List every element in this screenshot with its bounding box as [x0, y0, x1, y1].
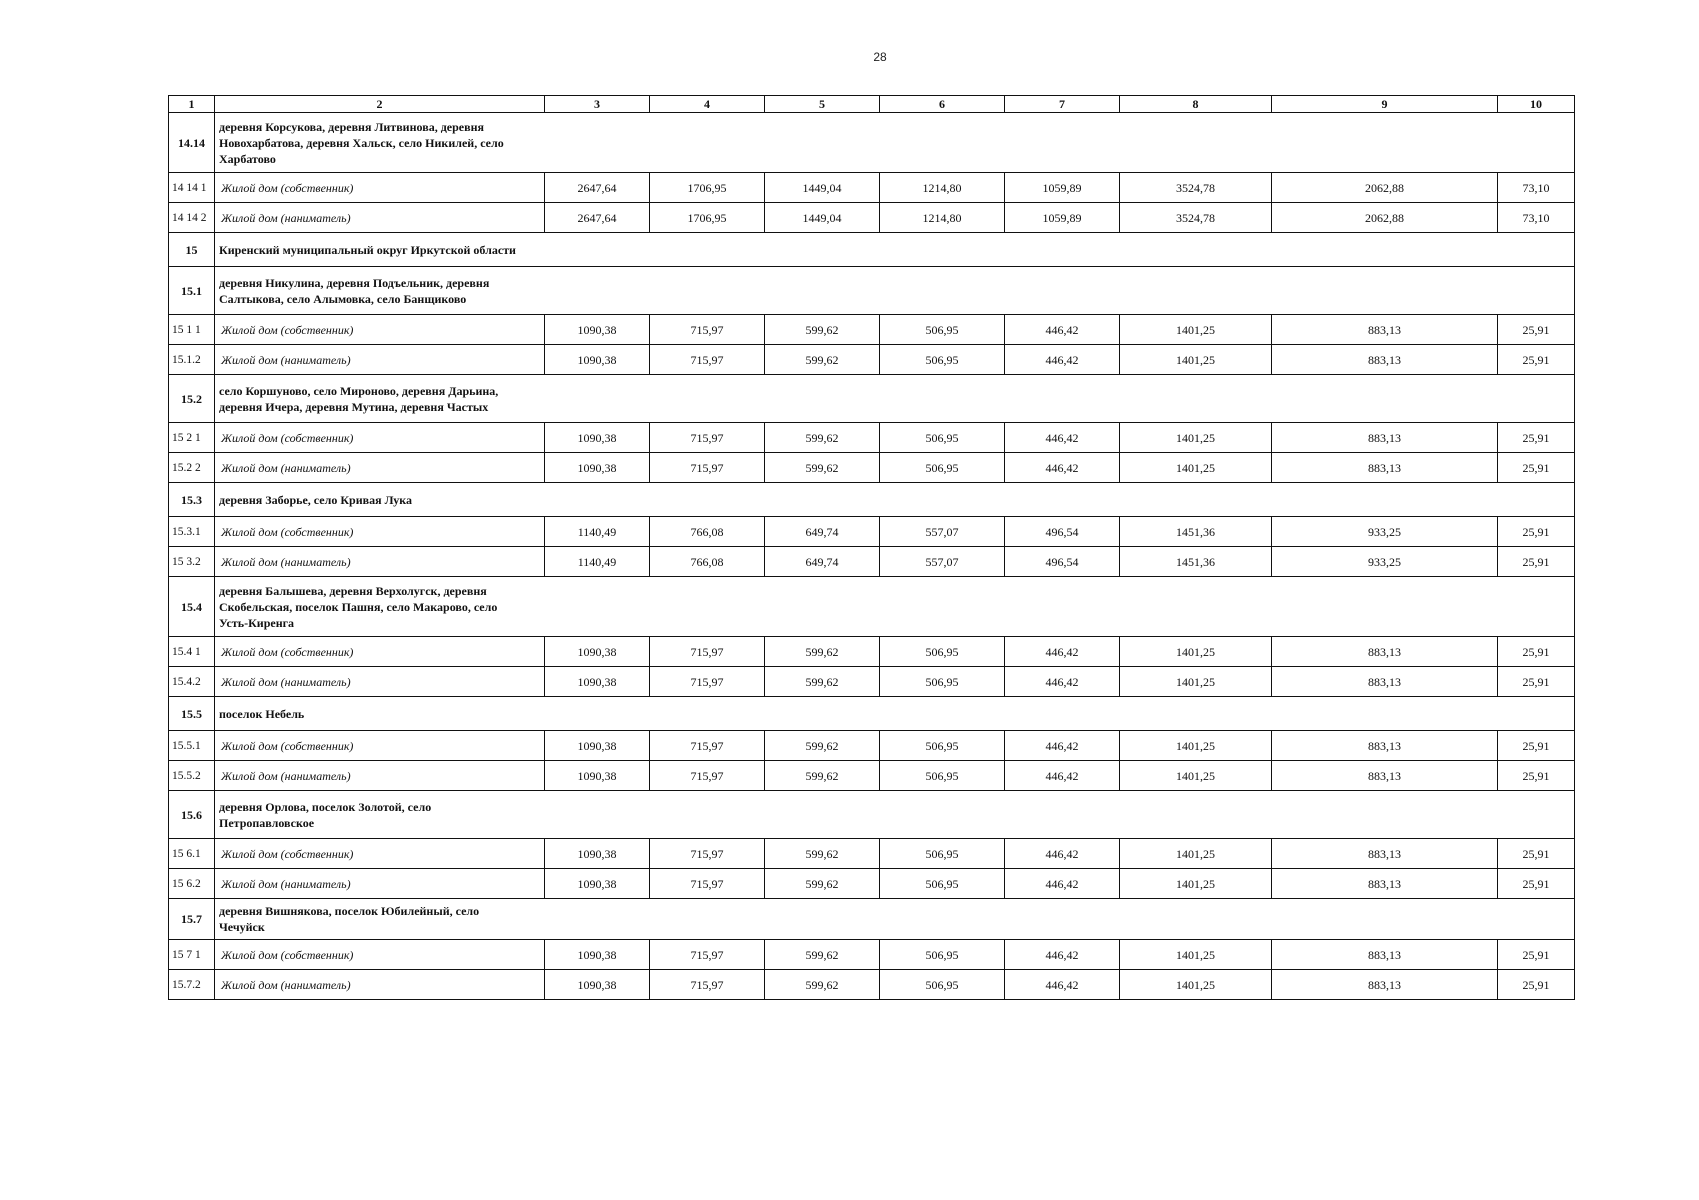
group-number: 15.5 — [169, 697, 215, 731]
row-number: 14 14 2 — [169, 203, 215, 233]
value-cell: 25,91 — [1498, 761, 1575, 791]
header-cell: 8 — [1120, 96, 1272, 113]
group-number: 15.1 — [169, 267, 215, 315]
group-row — [169, 697, 1575, 731]
value-cell: 446,42 — [1005, 315, 1120, 345]
value-cell: 25,91 — [1498, 345, 1575, 375]
value-cell: 1706,95 — [650, 203, 765, 233]
header-cell: 7 — [1005, 96, 1120, 113]
group-number: 15.4 — [169, 577, 215, 637]
value-cell: 1090,38 — [545, 637, 650, 667]
value-cell: 599,62 — [765, 869, 880, 899]
row-name: Жилой дом (наниматель) — [215, 667, 545, 697]
value-cell: 715,97 — [650, 761, 765, 791]
value-cell: 883,13 — [1272, 637, 1498, 667]
value-cell: 883,13 — [1272, 731, 1498, 761]
value-cell: 25,91 — [1498, 667, 1575, 697]
value-cell: 1401,25 — [1120, 970, 1272, 1000]
row-number: 15.7.2 — [169, 970, 215, 1000]
value-cell: 1401,25 — [1120, 637, 1272, 667]
row-number: 15 6.2 — [169, 869, 215, 899]
value-cell: 883,13 — [1272, 869, 1498, 899]
value-cell: 883,13 — [1272, 345, 1498, 375]
value-cell: 2062,88 — [1272, 173, 1498, 203]
value-cell: 446,42 — [1005, 423, 1120, 453]
table-row — [169, 453, 1575, 483]
value-cell: 649,74 — [765, 517, 880, 547]
value-cell: 25,91 — [1498, 423, 1575, 453]
group-row — [169, 113, 1575, 173]
value-cell: 557,07 — [880, 547, 1005, 577]
value-cell: 496,54 — [1005, 517, 1120, 547]
value-cell: 25,91 — [1498, 869, 1575, 899]
header-cell: 2 — [215, 96, 545, 113]
group-name — [215, 375, 1575, 423]
group-number: 14.14 — [169, 113, 215, 173]
value-cell: 599,62 — [765, 940, 880, 970]
value-cell: 1449,04 — [765, 173, 880, 203]
value-cell: 766,08 — [650, 517, 765, 547]
row-number: 15.1.2 — [169, 345, 215, 375]
value-cell: 1090,38 — [545, 731, 650, 761]
group-name — [215, 697, 1575, 731]
table-row — [169, 940, 1575, 970]
value-cell: 883,13 — [1272, 970, 1498, 1000]
value-cell: 506,95 — [880, 869, 1005, 899]
table-row — [169, 423, 1575, 453]
value-cell: 506,95 — [880, 453, 1005, 483]
value-cell: 506,95 — [880, 970, 1005, 1000]
table-row — [169, 761, 1575, 791]
row-name: Жилой дом (наниматель) — [215, 869, 545, 899]
value-cell: 1401,25 — [1120, 940, 1272, 970]
value-cell: 599,62 — [765, 423, 880, 453]
value-cell: 2647,64 — [545, 203, 650, 233]
row-name: Жилой дом (собственник) — [215, 637, 545, 667]
value-cell: 1214,80 — [880, 173, 1005, 203]
value-cell: 883,13 — [1272, 315, 1498, 345]
value-cell: 25,91 — [1498, 315, 1575, 345]
group-name — [215, 577, 1575, 637]
group-number: 15.6 — [169, 791, 215, 839]
value-cell: 715,97 — [650, 315, 765, 345]
row-name: Жилой дом (наниматель) — [215, 203, 545, 233]
group-name — [215, 267, 1575, 315]
value-cell: 715,97 — [650, 423, 765, 453]
value-cell: 25,91 — [1498, 517, 1575, 547]
tariff-table — [168, 95, 1575, 1000]
value-cell: 1090,38 — [545, 940, 650, 970]
value-cell: 1214,80 — [880, 203, 1005, 233]
value-cell: 446,42 — [1005, 869, 1120, 899]
value-cell: 506,95 — [880, 761, 1005, 791]
value-cell: 1090,38 — [545, 970, 650, 1000]
row-number: 14 14 1 — [169, 173, 215, 203]
row-name: Жилой дом (собственник) — [215, 315, 545, 345]
value-cell: 446,42 — [1005, 731, 1120, 761]
value-cell: 599,62 — [765, 970, 880, 1000]
value-cell: 599,62 — [765, 731, 880, 761]
group-name — [215, 113, 1575, 173]
value-cell: 715,97 — [650, 637, 765, 667]
table-row — [169, 637, 1575, 667]
value-cell: 446,42 — [1005, 345, 1120, 375]
value-cell: 1090,38 — [545, 667, 650, 697]
group-name-text: деревня Никулина, деревня Подъельник, деревня Салтыкова, село Алымовка, село Банщиково — [219, 275, 490, 306]
value-cell: 883,13 — [1272, 940, 1498, 970]
group-row — [169, 375, 1575, 423]
value-cell: 25,91 — [1498, 839, 1575, 869]
page-number: 28 — [873, 50, 887, 64]
group-name-text: деревня Вишнякова, поселок Юбилейный, село Чечуйск — [219, 904, 480, 934]
value-cell: 715,97 — [650, 869, 765, 899]
table-row — [169, 970, 1575, 1000]
value-cell: 1090,38 — [545, 869, 650, 899]
header-cell: 4 — [650, 96, 765, 113]
value-cell: 715,97 — [650, 731, 765, 761]
value-cell: 2647,64 — [545, 173, 650, 203]
row-number: 15 7 1 — [169, 940, 215, 970]
group-name — [215, 791, 1575, 839]
value-cell: 1140,49 — [545, 547, 650, 577]
group-name-text: поселок Небель — [219, 706, 305, 721]
row-name: Жилой дом (собственник) — [215, 839, 545, 869]
group-row — [169, 233, 1575, 267]
value-cell: 1059,89 — [1005, 173, 1120, 203]
table-row — [169, 203, 1575, 233]
row-number: 15.5.1 — [169, 731, 215, 761]
value-cell: 1401,25 — [1120, 315, 1272, 345]
value-cell: 496,54 — [1005, 547, 1120, 577]
value-cell: 1451,36 — [1120, 547, 1272, 577]
row-number: 15.4 1 — [169, 637, 215, 667]
value-cell: 883,13 — [1272, 667, 1498, 697]
group-name-text: Киренский муниципальный округ Иркутской области — [219, 242, 516, 257]
value-cell: 599,62 — [765, 315, 880, 345]
value-cell: 883,13 — [1272, 761, 1498, 791]
row-name: Жилой дом (наниматель) — [215, 547, 545, 577]
value-cell: 599,62 — [765, 345, 880, 375]
value-cell: 506,95 — [880, 423, 1005, 453]
group-row — [169, 267, 1575, 315]
value-cell: 506,95 — [880, 667, 1005, 697]
value-cell: 1401,25 — [1120, 869, 1272, 899]
group-row — [169, 791, 1575, 839]
header-cell: 5 — [765, 96, 880, 113]
header-cell: 9 — [1272, 96, 1498, 113]
table-row — [169, 315, 1575, 345]
value-cell: 599,62 — [765, 637, 880, 667]
row-name: Жилой дом (собственник) — [215, 517, 545, 547]
value-cell: 1090,38 — [545, 345, 650, 375]
group-number: 15.2 — [169, 375, 215, 423]
value-cell: 506,95 — [880, 940, 1005, 970]
value-cell: 933,25 — [1272, 517, 1498, 547]
value-cell: 1090,38 — [545, 423, 650, 453]
table-row — [169, 345, 1575, 375]
row-number: 15.3.1 — [169, 517, 215, 547]
group-name-text: деревня Корсукова, деревня Литвинова, деревня Новохарбатова, деревня Хальск, село Никилей, село Харбатово — [219, 119, 504, 166]
value-cell: 1401,25 — [1120, 423, 1272, 453]
group-name-text: деревня Заборье, село Кривая Лука — [219, 492, 412, 507]
row-number: 15 2 1 — [169, 423, 215, 453]
value-cell: 506,95 — [880, 345, 1005, 375]
row-number: 15.4.2 — [169, 667, 215, 697]
value-cell: 1059,89 — [1005, 203, 1120, 233]
row-name: Жилой дом (наниматель) — [215, 761, 545, 791]
header-cell: 1 — [169, 96, 215, 113]
value-cell: 557,07 — [880, 517, 1005, 547]
table-body — [169, 96, 1575, 1000]
value-cell: 715,97 — [650, 839, 765, 869]
value-cell: 506,95 — [880, 637, 1005, 667]
row-number: 15 6.1 — [169, 839, 215, 869]
group-name-text: деревня Орлова, поселок Золотой, село Петропавловское — [219, 799, 432, 830]
value-cell: 599,62 — [765, 667, 880, 697]
value-cell: 1401,25 — [1120, 345, 1272, 375]
value-cell: 883,13 — [1272, 423, 1498, 453]
group-name — [215, 483, 1575, 517]
group-row — [169, 577, 1575, 637]
value-cell: 446,42 — [1005, 637, 1120, 667]
value-cell: 1140,49 — [545, 517, 650, 547]
value-cell: 1449,04 — [765, 203, 880, 233]
row-name: Жилой дом (наниматель) — [215, 970, 545, 1000]
table-row — [169, 869, 1575, 899]
group-number: 15.7 — [169, 899, 215, 940]
row-number: 15 1 1 — [169, 315, 215, 345]
value-cell: 446,42 — [1005, 667, 1120, 697]
group-name — [215, 899, 1575, 940]
header-cell: 6 — [880, 96, 1005, 113]
value-cell: 883,13 — [1272, 839, 1498, 869]
table-row — [169, 667, 1575, 697]
value-cell: 1401,25 — [1120, 453, 1272, 483]
value-cell: 715,97 — [650, 453, 765, 483]
value-cell: 25,91 — [1498, 940, 1575, 970]
value-cell: 73,10 — [1498, 203, 1575, 233]
row-name: Жилой дом (собственник) — [215, 173, 545, 203]
value-cell: 506,95 — [880, 731, 1005, 761]
value-cell: 1401,25 — [1120, 667, 1272, 697]
value-cell: 1401,25 — [1120, 761, 1272, 791]
row-name: Жилой дом (собственник) — [215, 423, 545, 453]
table-row — [169, 731, 1575, 761]
group-name-text: деревня Балышева, деревня Верхолугск, деревня Скобельская, поселок Пашня, село Макарово, село Усть-Киренга — [219, 583, 498, 630]
table-row — [169, 517, 1575, 547]
header-cell: 3 — [545, 96, 650, 113]
value-cell: 1401,25 — [1120, 731, 1272, 761]
value-cell: 1401,25 — [1120, 839, 1272, 869]
value-cell: 25,91 — [1498, 731, 1575, 761]
group-name-text: село Коршуново, село Мироново, деревня Дарьина, деревня Ичера, деревня Мутина, деревня Частых — [219, 383, 499, 414]
value-cell: 446,42 — [1005, 761, 1120, 791]
value-cell: 446,42 — [1005, 970, 1120, 1000]
value-cell: 933,25 — [1272, 547, 1498, 577]
value-cell: 25,91 — [1498, 547, 1575, 577]
value-cell: 715,97 — [650, 970, 765, 1000]
value-cell: 1090,38 — [545, 761, 650, 791]
table-row — [169, 173, 1575, 203]
value-cell: 649,74 — [765, 547, 880, 577]
value-cell: 446,42 — [1005, 453, 1120, 483]
row-name: Жилой дом (наниматель) — [215, 345, 545, 375]
value-cell: 25,91 — [1498, 453, 1575, 483]
value-cell: 1090,38 — [545, 315, 650, 345]
value-cell: 599,62 — [765, 839, 880, 869]
value-cell: 3524,78 — [1120, 203, 1272, 233]
row-name: Жилой дом (наниматель) — [215, 453, 545, 483]
value-cell: 715,97 — [650, 940, 765, 970]
group-row — [169, 899, 1575, 940]
value-cell: 446,42 — [1005, 839, 1120, 869]
header-cell: 10 — [1498, 96, 1575, 113]
value-cell: 766,08 — [650, 547, 765, 577]
row-name: Жилой дом (собственник) — [215, 731, 545, 761]
header-row — [169, 96, 1575, 113]
value-cell: 599,62 — [765, 453, 880, 483]
row-number: 15 3.2 — [169, 547, 215, 577]
value-cell: 3524,78 — [1120, 173, 1272, 203]
group-number: 15 — [169, 233, 215, 267]
group-number: 15.3 — [169, 483, 215, 517]
value-cell: 2062,88 — [1272, 203, 1498, 233]
value-cell: 1706,95 — [650, 173, 765, 203]
value-cell: 446,42 — [1005, 940, 1120, 970]
value-cell: 715,97 — [650, 345, 765, 375]
value-cell: 599,62 — [765, 761, 880, 791]
value-cell: 1090,38 — [545, 453, 650, 483]
value-cell: 715,97 — [650, 667, 765, 697]
value-cell: 883,13 — [1272, 453, 1498, 483]
value-cell: 73,10 — [1498, 173, 1575, 203]
table-row — [169, 839, 1575, 869]
group-row — [169, 483, 1575, 517]
value-cell: 506,95 — [880, 315, 1005, 345]
row-number: 15.5.2 — [169, 761, 215, 791]
group-name — [215, 233, 1575, 267]
table-row — [169, 547, 1575, 577]
row-number: 15.2 2 — [169, 453, 215, 483]
value-cell: 25,91 — [1498, 970, 1575, 1000]
value-cell: 25,91 — [1498, 637, 1575, 667]
value-cell: 1090,38 — [545, 839, 650, 869]
row-name: Жилой дом (собственник) — [215, 940, 545, 970]
value-cell: 506,95 — [880, 839, 1005, 869]
value-cell: 1451,36 — [1120, 517, 1272, 547]
